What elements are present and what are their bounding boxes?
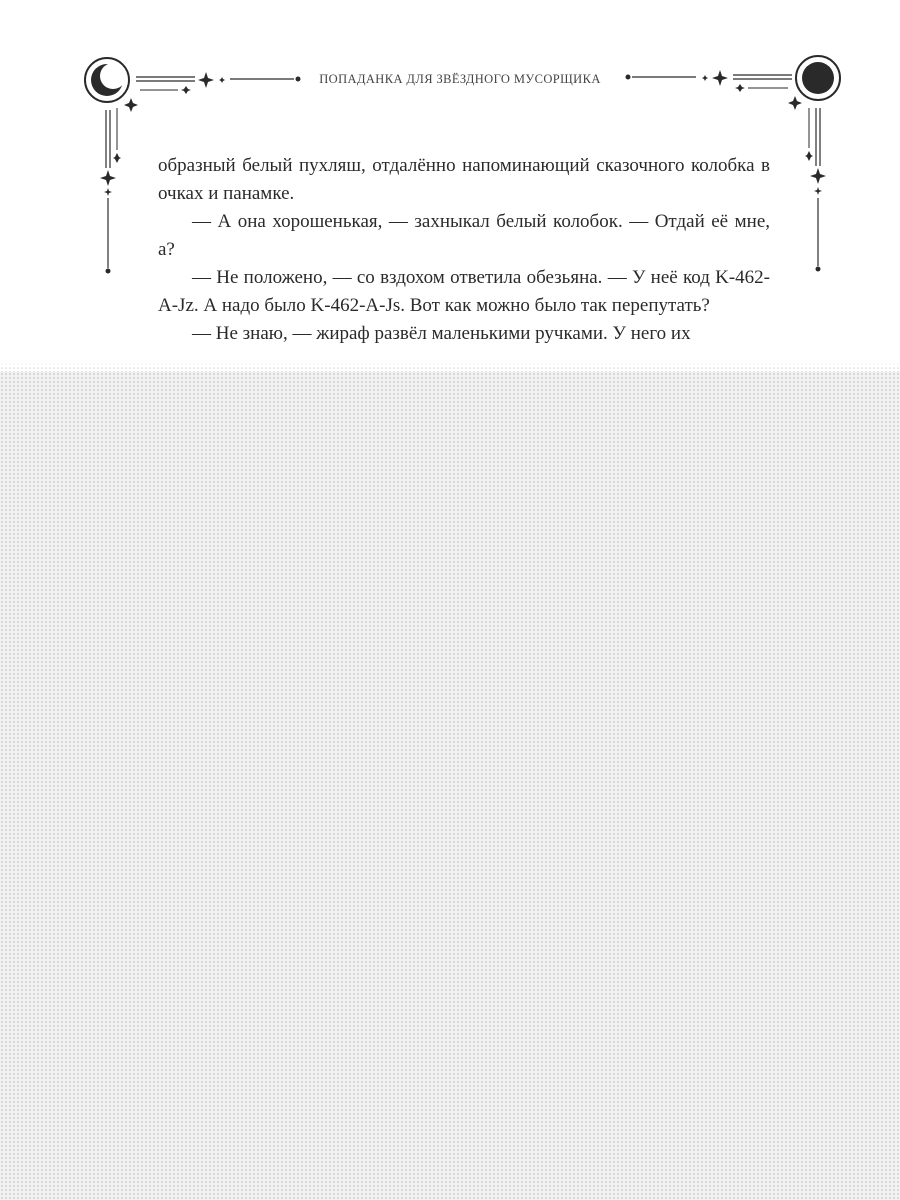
left-top-rule xyxy=(136,77,294,90)
dotted-texture-overlay xyxy=(0,372,900,1200)
dot-icon xyxy=(106,269,111,274)
crescent-moon-icon xyxy=(85,58,129,102)
sparkle-icon xyxy=(124,72,225,112)
paragraph: — А она хорошенькая, — захныкал белый колобок. — Отдай её мне, а? xyxy=(158,211,770,260)
right-side-rule xyxy=(809,108,820,266)
paragraph: образный белый пухляш, отдалённо напоминающий сказочного колобка в очках и панамке. xyxy=(158,155,770,204)
right-top-rule xyxy=(632,75,792,88)
paragraph: — Не знаю, — жираф развёл маленькими ручками. У него их xyxy=(192,323,691,344)
body-text xyxy=(158,152,770,348)
dot-icon xyxy=(816,267,821,272)
left-side-rule xyxy=(106,108,117,268)
sparkle-icon xyxy=(702,70,802,110)
paragraph: — Не положено, — со вздохом ответила обезьяна. — У неё код K-462-A-Jz. А надо было K-462-A-Js. Вот как можно было так перепутать? xyxy=(158,267,770,316)
dot-icon xyxy=(626,75,631,80)
full-moon-icon xyxy=(796,56,840,100)
running-head: ПОПАДАНКА ДЛЯ ЗВЁЗДНОГО МУСОРЩИКА xyxy=(319,72,601,86)
